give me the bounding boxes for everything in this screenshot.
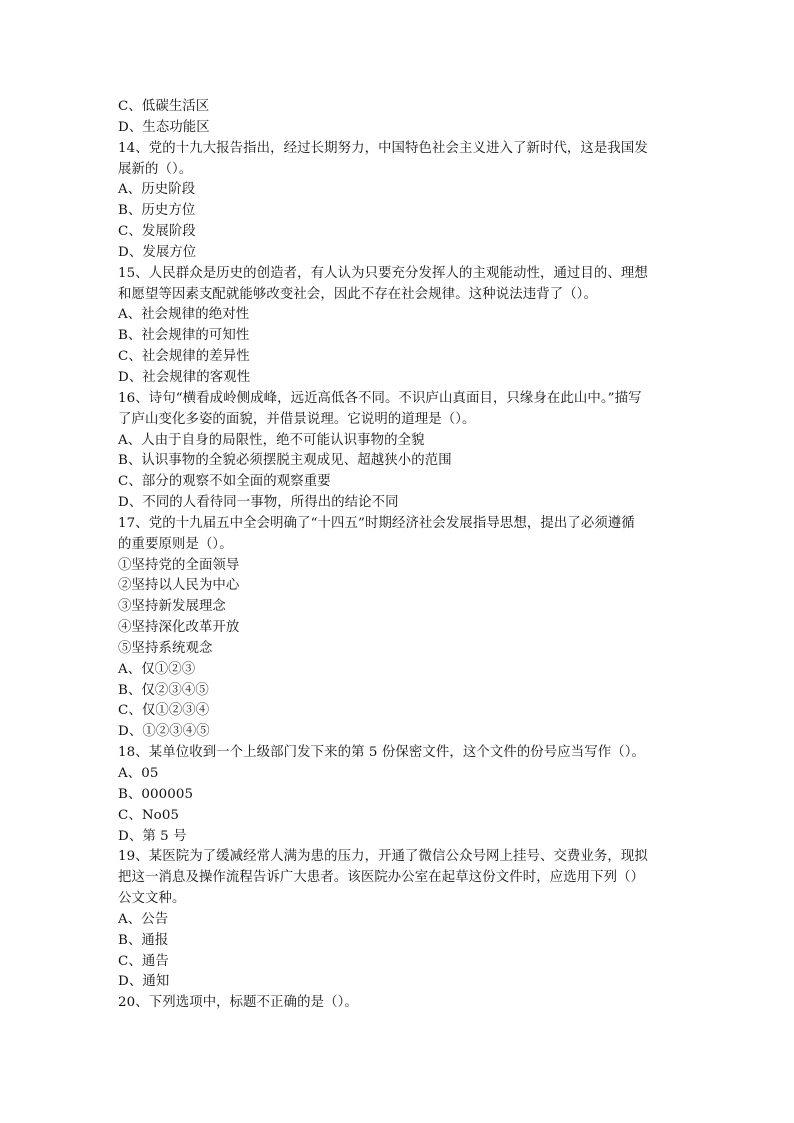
option-line: C、低碳生活区	[118, 99, 210, 114]
question-text: 展新的（）。	[118, 161, 193, 177]
option-line: A、仅①②③	[118, 661, 196, 677]
option-line: D、①②③④⑤	[118, 724, 210, 740]
option-line: C、社会规律的差异性	[118, 349, 250, 365]
statement-line: ④坚持深化改革开放	[118, 620, 240, 636]
option-line: B、通报	[118, 932, 169, 948]
option-line: A、历史阶段	[118, 182, 196, 198]
document-body	[118, 97, 683, 1014]
option-line: B、社会规律的可知性	[118, 328, 250, 344]
question-text: 把这一消息及操作流程告诉广大患者。该医院办公室在起草这份文件时，应选用下列（）	[118, 870, 645, 886]
question-text: 和愿望等因素支配就能够改变社会，因此不存在社会规律。这种说法违背了（）。	[118, 286, 597, 302]
statement-line: ①坚持党的全面领导	[118, 557, 240, 573]
question-text: 公文文种。	[118, 891, 186, 907]
option-line: B、认识事物的全貌必须摆脱主观成见、超越狭小的范围	[118, 453, 452, 469]
question-text: 的重要原则是（）。	[118, 536, 233, 552]
option-line: C、No05	[118, 807, 180, 823]
option-line: A、社会规律的绝对性	[118, 307, 250, 323]
question-text: 17、党的十九届五中全会明确了“十四五”时期经济社会发展指导思想，提出了必须遵循	[118, 515, 635, 531]
question-text: 14、党的十九大报告指出，经过长期努力，中国特色社会主义进入了新时代，这是我国发	[118, 140, 648, 156]
option-line: D、不同的人看待同一事物，所得出的结论不同	[118, 495, 399, 511]
question-text: 了庐山变化多姿的面貌，并借景说理。它说明的道理是（）。	[118, 411, 476, 427]
option-line: D、生态功能区	[118, 119, 210, 135]
question-text: 18、某单位收到一个上级部门发下来的第 5 份保密文件，这个文件的份号应当写作（）。	[118, 745, 646, 761]
option-line: D、第 5 号	[118, 828, 187, 844]
option-line: A、人由于自身的局限性，绝不可能认识事物的全貌	[118, 432, 425, 448]
option-line: B、历史方位	[118, 203, 196, 219]
option-line: D、发展方位	[118, 244, 197, 260]
option-line: D、通知	[118, 974, 170, 990]
option-line: A、05	[118, 766, 159, 781]
option-line: C、通告	[118, 953, 169, 969]
option-line: C、部分的观察不如全面的观察重要	[118, 474, 331, 490]
option-line: D、社会规律的客观性	[118, 369, 251, 385]
statement-line: ⑤坚持系统观念	[118, 640, 213, 656]
question-text: 15、人民群众是历史的创造者，有人认为只要充分发挥人的主观能动性，通过目的、理想	[118, 265, 648, 281]
question-text: 16、诗句“横看成岭侧成峰，远近高低各不同。不识庐山真面目，只缘身在此山中。”描写	[118, 390, 642, 406]
option-line: B、000005	[118, 786, 194, 802]
statement-line: ③坚持新发展理念	[118, 599, 226, 615]
question-text: 19、某医院为了缓减经常人满为患的压力，开通了微信公众号网上挂号、交费业务，现拟	[118, 849, 648, 865]
statement-line: ②坚持以人民为中心	[118, 578, 240, 594]
option-line: A、公告	[118, 911, 169, 927]
option-line: C、仅①②③④	[118, 703, 210, 719]
question-text: 20、下列选项中，标题不正确的是（）。	[118, 995, 358, 1011]
option-line: C、发展阶段	[118, 224, 196, 240]
option-line: B、仅②③④⑤	[118, 682, 209, 698]
